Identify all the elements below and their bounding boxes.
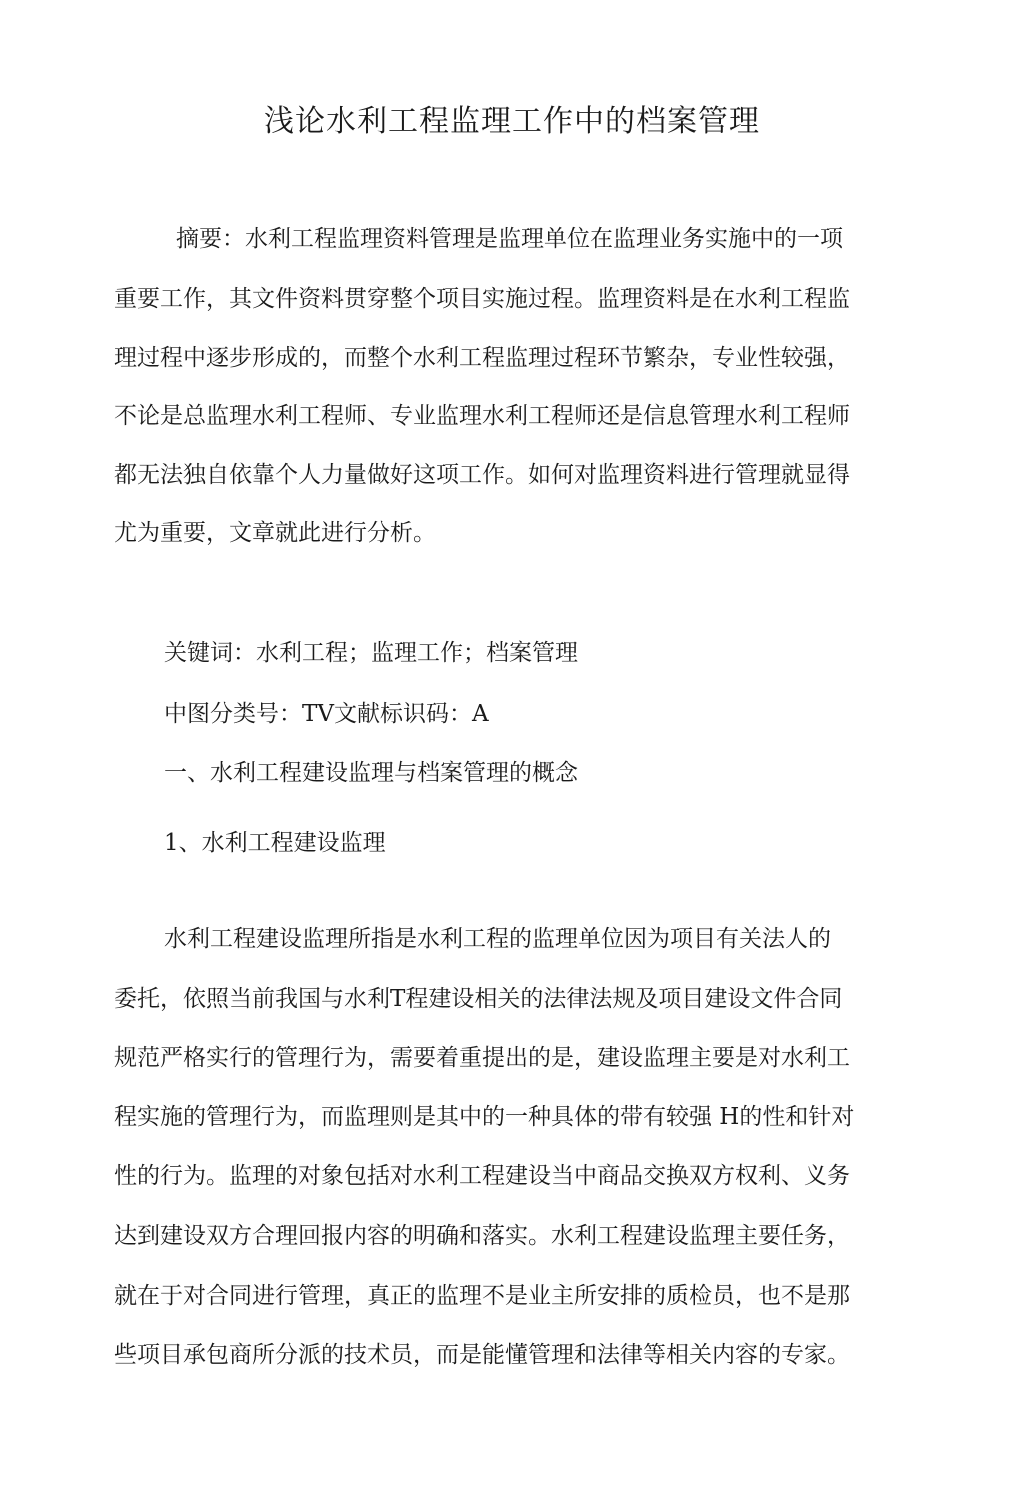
body-line: 些项目承包商所分派的技术员，而是能懂管理和法律等相关内容的专家。: [114, 1342, 850, 1368]
section-heading: 一、水利工程建设监理与档案管理的概念: [164, 760, 578, 786]
keywords-line: 关键词：水利工程；监理工作；档案管理: [164, 640, 578, 666]
body-line: 水利工程建设监理所指是水利工程的监理单位因为项目有关法人的: [164, 926, 831, 952]
body-line: 规范严格实行的管理行为，需要着重提出的是，建设监理主要是对水利工: [114, 1045, 850, 1071]
body-line: 达到建设双方合理回报内容的明确和落实。水利工程建设监理主要任务，: [114, 1223, 850, 1249]
subsection-heading: 1、水利工程建设监理: [164, 830, 386, 856]
body-line: 性的行为。监理的对象包括对水利工程建设当中商品交换双方权利、义务: [114, 1163, 850, 1189]
abstract-line: 摘要：水利工程监理资料管理是监理单位在监理业务实施中的一项: [176, 226, 843, 252]
abstract-line: 理过程中逐步形成的，而整个水利工程监理过程环节繁杂，专业性较强，: [114, 345, 850, 371]
document-title: 浅论水利工程监理工作中的档案管理: [264, 104, 760, 139]
abstract-line: 重要工作，其文件资料贯穿整个项目实施过程。监理资料是在水利工程监: [114, 286, 850, 312]
body-line: 程实施的管理行为，而监理则是其中的一种具体的带有较强 H的性和针对: [114, 1104, 855, 1130]
abstract-line: 都无法独自依靠个人力量做好这项工作。如何对监理资料进行管理就显得: [114, 462, 850, 488]
body-line: 就在于对合同进行管理，真正的监理不是业主所安排的质检员，也不是那: [114, 1283, 850, 1309]
abstract-line: 不论是总监理水利工程师、专业监理水利工程师还是信息管理水利工程师: [114, 403, 850, 429]
classification-line: 中图分类号：TV文献标识码：A: [164, 701, 489, 727]
abstract-line: 尤为重要，文章就此进行分析。: [114, 520, 436, 546]
body-line: 委托，依照当前我国与水利T程建设相关的法律法规及项目建设文件合同: [114, 986, 843, 1012]
